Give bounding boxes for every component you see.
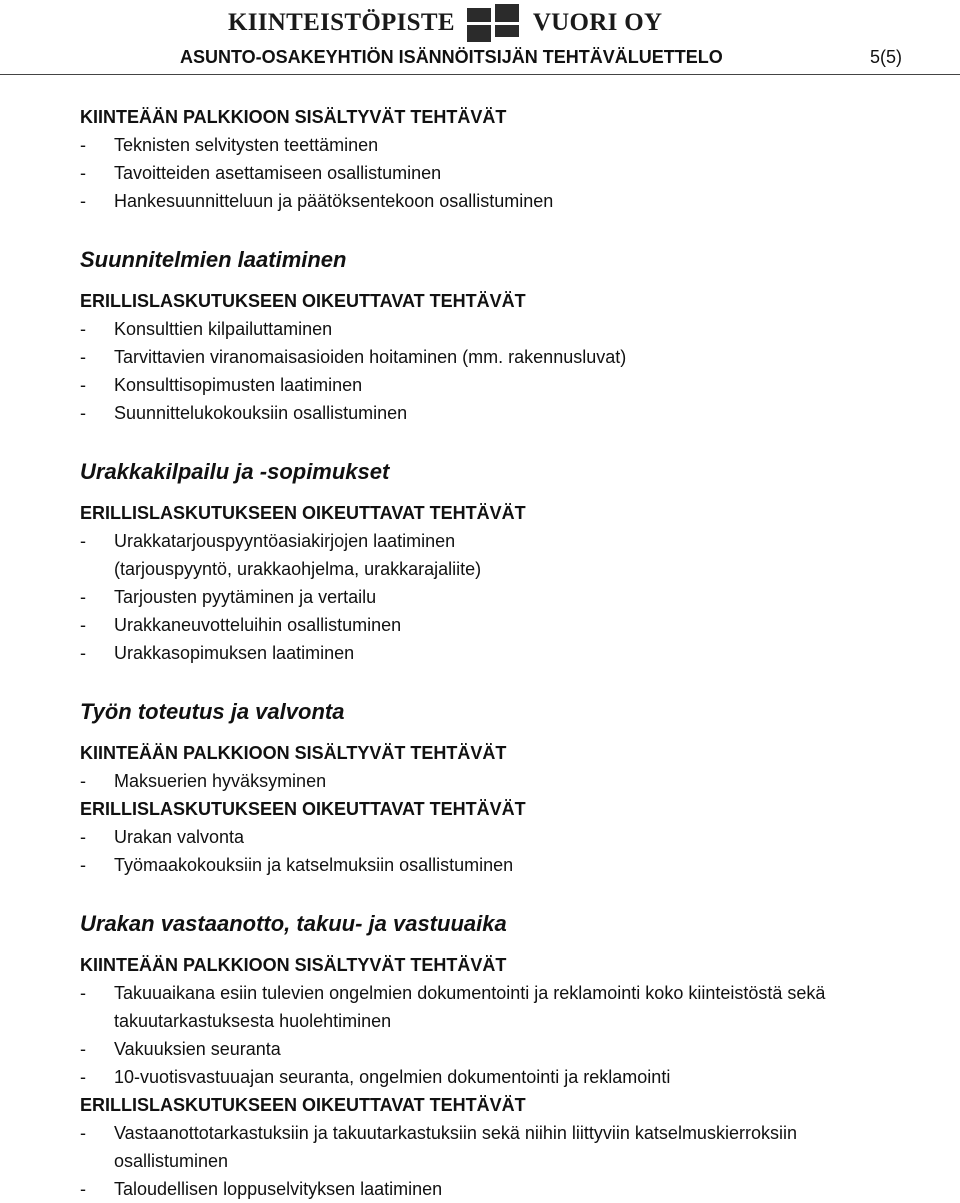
bullet-dash: - xyxy=(80,1179,86,1199)
bullet-dash: - xyxy=(80,1123,86,1143)
list-item-text: Konsulttisopimusten laatiminen xyxy=(114,375,363,395)
list-item-text: osallistuminen xyxy=(114,1151,229,1171)
list-item-text: Vastaanottotarkastuksiin ja takuutarkastuksiin sekä niihin liittyviin katselmuskierroksiin xyxy=(114,1123,797,1143)
bullet-dash xyxy=(80,1007,114,1035)
bullet-dash: - xyxy=(80,771,86,791)
bullet-dash: - xyxy=(80,587,86,607)
list-item xyxy=(80,583,955,611)
list-item xyxy=(80,399,955,427)
list-item xyxy=(80,1007,955,1035)
task-category-heading: ERILLISLASKUTUKSEEN OIKEUTTAVAT TEHTÄVÄT xyxy=(80,799,526,819)
list-item xyxy=(80,611,955,639)
list-item-text: Urakkasopimuksen laatiminen xyxy=(114,643,355,663)
list-item xyxy=(80,131,955,159)
list-item xyxy=(80,1119,955,1147)
brand-name-left: KIINTEISTÖPISTE xyxy=(228,9,455,36)
task-category-heading: KIINTEÄÄN PALKKIOON SISÄLTYVÄT TEHTÄVÄT xyxy=(80,955,507,975)
bullet-dash: - xyxy=(80,403,86,423)
task-category-heading: ERILLISLASKUTUKSEEN OIKEUTTAVAT TEHTÄVÄT xyxy=(80,291,526,311)
bullet-dash: - xyxy=(80,163,86,183)
list-item-text: Tavoitteiden asettamiseen osallistuminen xyxy=(114,163,442,183)
document-body xyxy=(80,103,955,1203)
list-item-text: 10-vuotisvastuuajan seuranta, ongelmien dokumentointi ja reklamointi xyxy=(114,1067,671,1087)
company-brand xyxy=(228,3,688,43)
bullet-dash: - xyxy=(80,135,86,155)
list-item xyxy=(80,1063,955,1091)
list-item xyxy=(80,1147,955,1175)
bullet-dash: - xyxy=(80,1067,86,1087)
list-item xyxy=(80,767,955,795)
section-title: Työn toteutus ja valvonta xyxy=(80,699,345,724)
list-item xyxy=(80,823,955,851)
list-item xyxy=(80,979,955,1007)
list-item-text: Taloudellisen loppuselvityksen laatiminen xyxy=(114,1179,443,1199)
list-item-text: Tarvittavien viranomaisasioiden hoitaminen (mm. rakennusluvat) xyxy=(114,347,627,367)
list-item xyxy=(80,1175,955,1203)
list-item-text: Konsulttien kilpailuttaminen xyxy=(114,319,333,339)
list-item xyxy=(80,315,955,343)
bullet-dash: - xyxy=(80,1039,86,1059)
list-item xyxy=(80,371,955,399)
brand-name-right: VUORI OY xyxy=(532,9,663,36)
list-item-text: Työmaakokouksiin ja katselmuksiin osallistuminen xyxy=(114,855,514,875)
list-item-text: (tarjouspyyntö, urakkaohjelma, urakkarajaliite) xyxy=(114,559,482,579)
list-item-text: Urakan valvonta xyxy=(114,827,245,847)
list-item-text: Suunnittelukokouksiin osallistuminen xyxy=(114,403,408,423)
list-item-text: takuutarkastuksesta huolehtiminen xyxy=(114,1011,392,1031)
document-title: ASUNTO-OSAKEYHTIÖN ISÄNNÖITSIJÄN TEHTÄVÄLUETTELO xyxy=(180,47,723,67)
list-item-text: Teknisten selvitysten teettäminen xyxy=(114,135,379,155)
page-number: 5(5) xyxy=(870,47,903,67)
list-item xyxy=(80,159,955,187)
task-category-heading: KIINTEÄÄN PALKKIOON SISÄLTYVÄT TEHTÄVÄT xyxy=(80,107,507,127)
section-title: Urakan vastaanotto, takuu- ja vastuuaika xyxy=(80,911,507,936)
bullet-dash: - xyxy=(80,375,86,395)
section-title: Urakkakilpailu ja -sopimukset xyxy=(80,459,390,484)
section xyxy=(80,909,955,1203)
list-item-text: Urakkaneuvotteluihin osallistuminen xyxy=(114,615,402,635)
bullet-dash: - xyxy=(80,191,86,211)
header-divider xyxy=(0,74,960,75)
section xyxy=(80,245,955,427)
bullet-dash: - xyxy=(80,319,86,339)
list-item-text: Maksuerien hyväksyminen xyxy=(114,771,327,791)
list-item xyxy=(80,187,955,215)
bullet-dash: - xyxy=(80,855,86,875)
list-item xyxy=(80,1035,955,1063)
task-category-heading: ERILLISLASKUTUKSEEN OIKEUTTAVAT TEHTÄVÄT xyxy=(80,503,526,523)
list-item xyxy=(80,639,955,667)
section xyxy=(80,103,955,215)
section xyxy=(80,457,955,667)
list-item xyxy=(80,527,955,555)
bullet-dash: - xyxy=(80,347,86,367)
bullet-dash xyxy=(80,1147,114,1175)
bullet-dash: - xyxy=(80,827,86,847)
bullet-dash: - xyxy=(80,531,86,551)
list-item xyxy=(80,555,955,583)
bullet-dash: - xyxy=(80,615,86,635)
list-item-text: Urakkatarjouspyyntöasiakirjojen laatiminen xyxy=(114,531,456,551)
list-item-text: Hankesuunnitteluun ja päätöksentekoon osallistuminen xyxy=(114,191,554,211)
list-item xyxy=(80,343,955,371)
task-category-heading: ERILLISLASKUTUKSEEN OIKEUTTAVAT TEHTÄVÄT xyxy=(80,1095,526,1115)
list-item-text: Tarjousten pyytäminen ja vertailu xyxy=(114,587,377,607)
list-item xyxy=(80,851,955,879)
section xyxy=(80,697,955,879)
bullet-dash: - xyxy=(80,643,86,663)
bullet-dash: - xyxy=(80,983,86,1003)
bullet-dash xyxy=(80,555,114,583)
section-title: Suunnitelmien laatiminen xyxy=(80,247,347,272)
building-logo-icon xyxy=(465,4,521,42)
list-item-text: Vakuuksien seuranta xyxy=(114,1039,281,1059)
list-item-text: Takuuaikana esiin tulevien ongelmien dokumentointi ja reklamointi koko kiinteistöstä sekä xyxy=(114,983,826,1003)
task-category-heading: KIINTEÄÄN PALKKIOON SISÄLTYVÄT TEHTÄVÄT xyxy=(80,743,507,763)
